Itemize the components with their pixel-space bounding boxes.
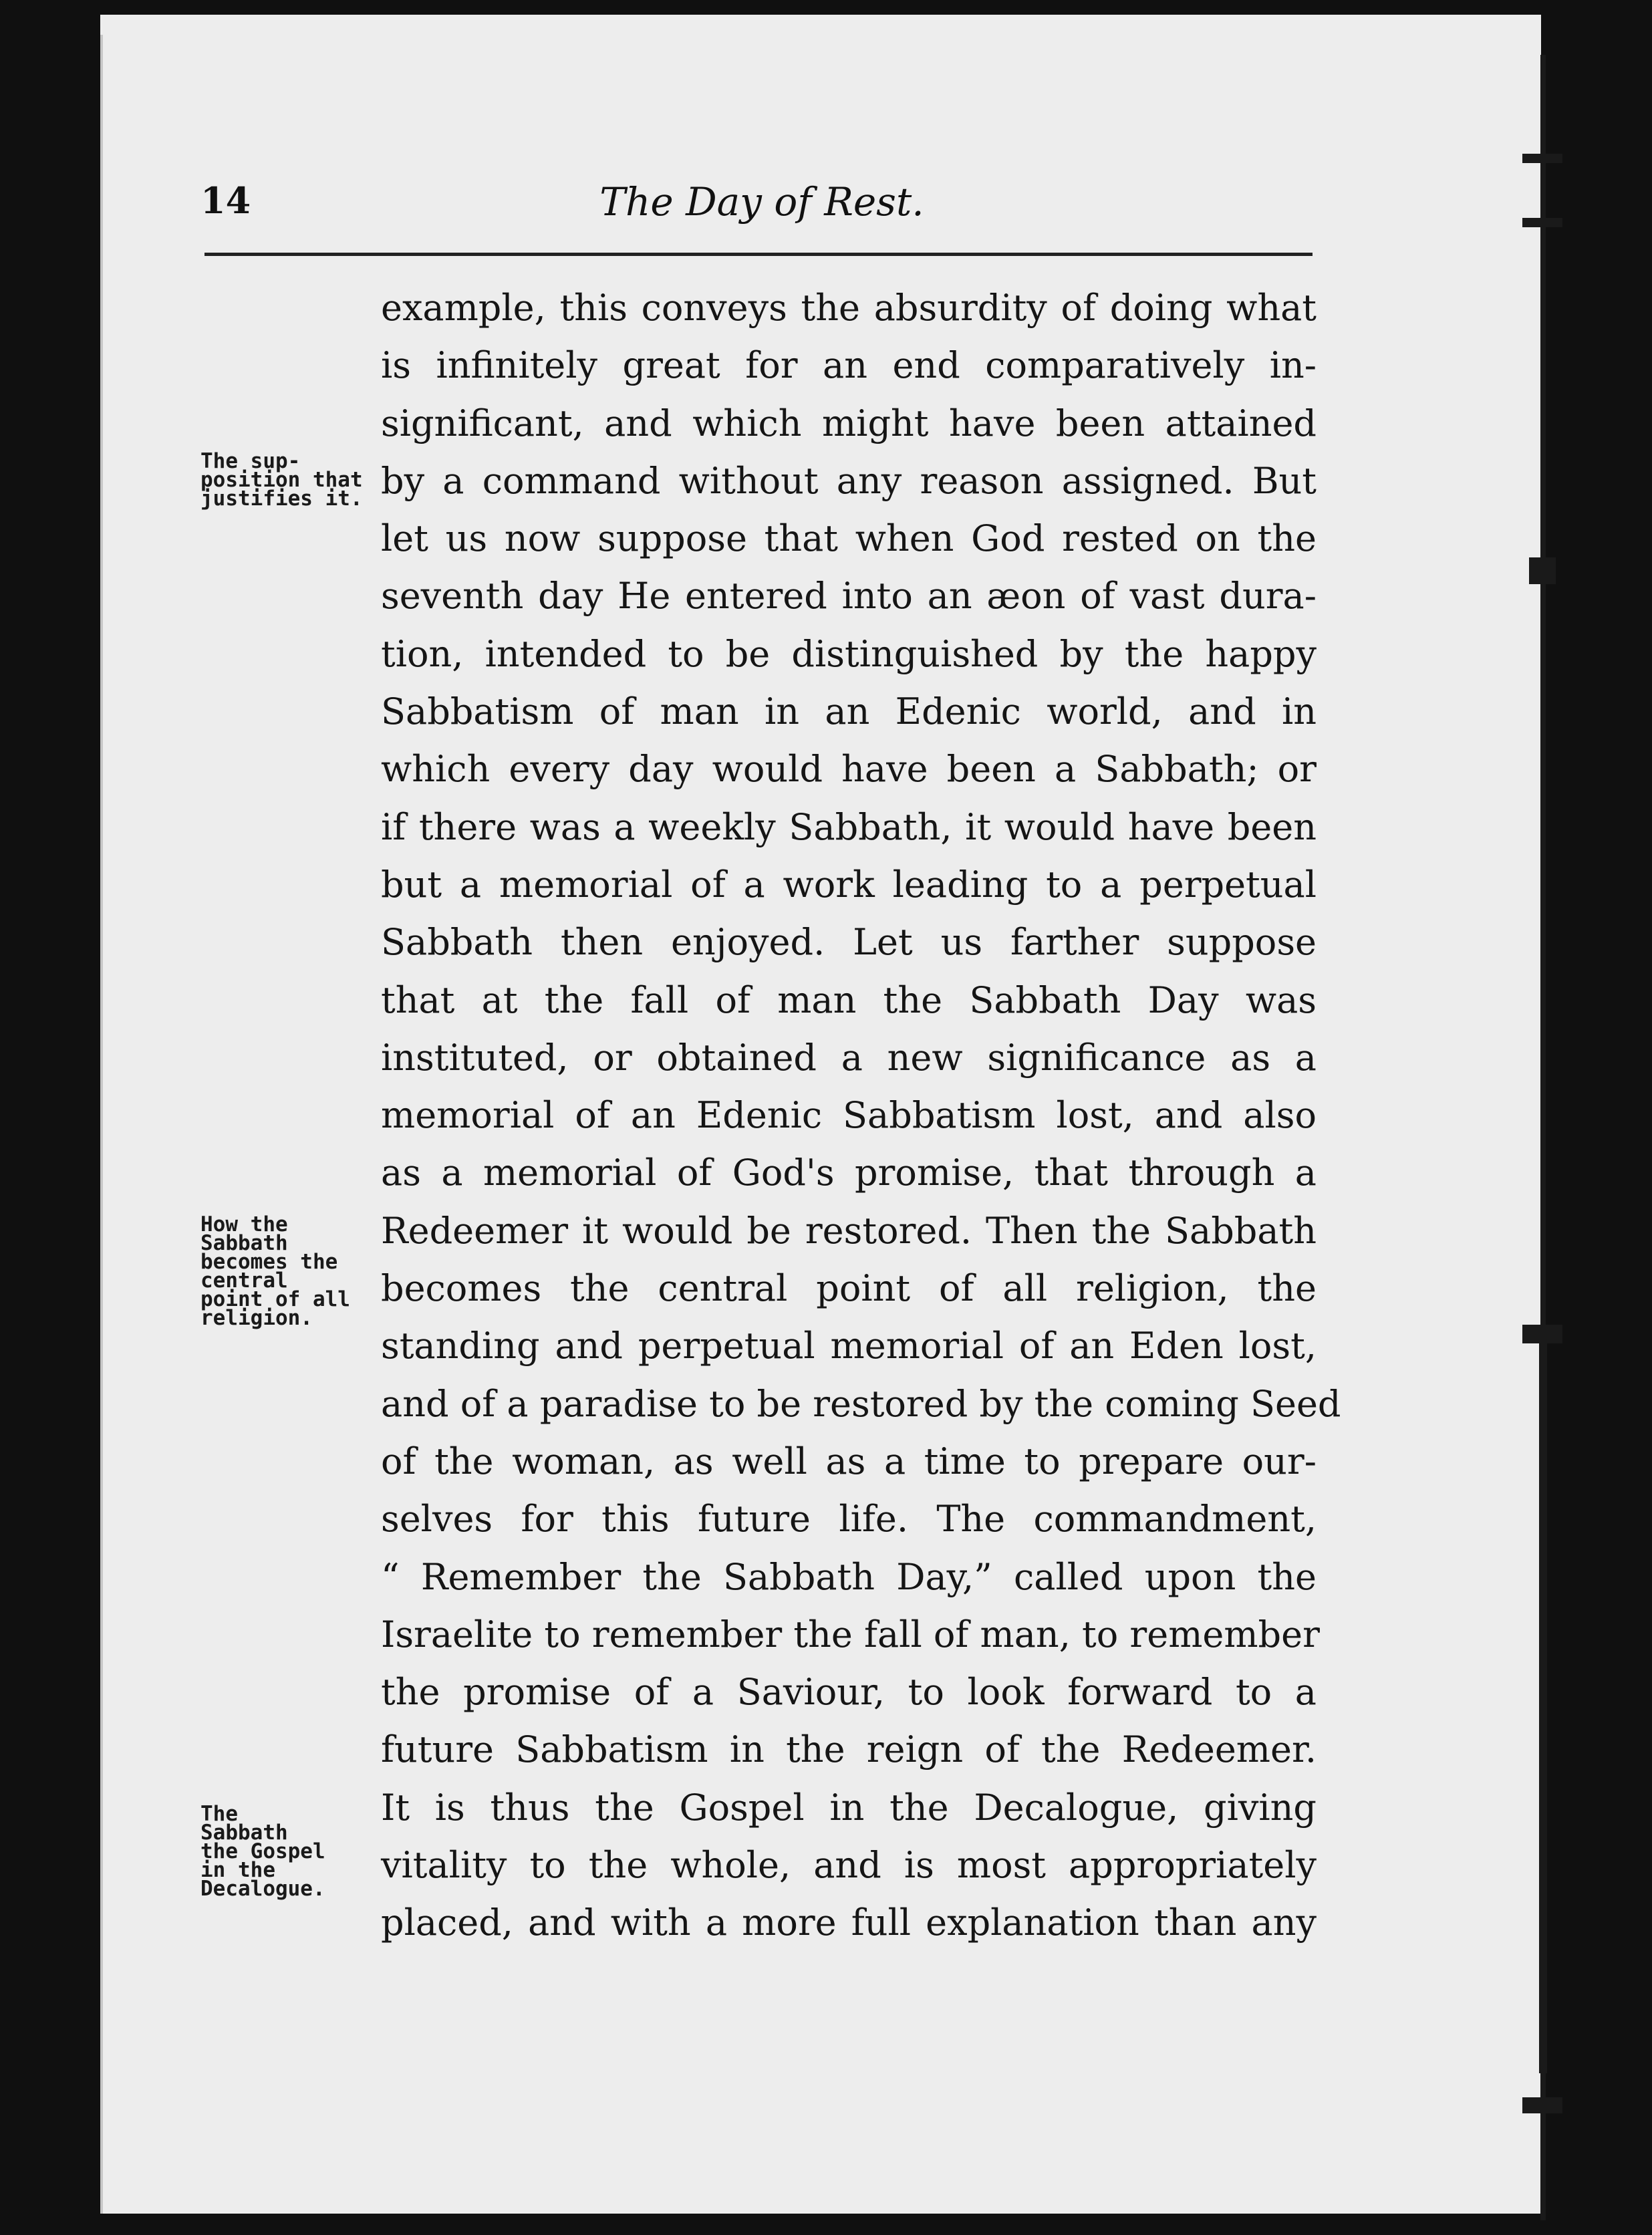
text-line: as a memorial of God's promise, that through a xyxy=(381,1152,1317,1194)
body-text xyxy=(381,279,1341,1952)
text-line: standing and perpetual memorial of an Eden lost, xyxy=(381,1325,1317,1367)
text-line: by a command without any reason assigned. But xyxy=(381,459,1317,502)
text-line: is infinitely great for an end comparatively in- xyxy=(381,344,1317,387)
binding-stitch-mark xyxy=(1522,1325,1562,1343)
text-line: Redeemer it would be restored. Then the Sabbath xyxy=(381,1209,1317,1252)
text-line: that at the fall of man the Sabbath Day was xyxy=(381,978,1317,1021)
header-rule xyxy=(204,253,1313,256)
text-line: significant, and which might have been attained xyxy=(381,402,1317,444)
text-line: the promise of a Saviour, to look forward to a xyxy=(381,1671,1317,1714)
text-line: “ Remember the Sabbath Day,” called upon the xyxy=(381,1555,1317,1598)
binding-stitch-mark xyxy=(1522,218,1562,227)
text-line: and of a paradise to be restored by the coming Seed xyxy=(381,1382,1341,1425)
margin-note-gospel-decalogue: The Sabbath the Gospel in the Decalogue. xyxy=(200,1802,325,1901)
margin-note-supposition: The sup- position that justifies it. xyxy=(200,449,363,511)
text-line: but a memorial of a work leading to a perpetual xyxy=(381,863,1317,906)
text-line: placed, and with a more full explanation than any xyxy=(381,1901,1317,1944)
page-number: 14 xyxy=(200,179,251,222)
text-line: of the woman, as well as a time to prepare our- xyxy=(381,1440,1317,1482)
text-line: future Sabbatism in the reign of the Redeemer. xyxy=(381,1728,1317,1771)
text-line: example, this conveys the absurdity of doing what xyxy=(381,287,1317,329)
text-line: which every day would have been a Sabbath; or xyxy=(381,748,1317,791)
text-line: selves for this future life. The commandment, xyxy=(381,1498,1317,1541)
text-line: It is thus the Gospel in the Decalogue, giving xyxy=(381,1786,1317,1829)
text-line: instituted, or obtained a new significance as a xyxy=(381,1036,1317,1079)
text-line: tion, intended to be distinguished by the happy xyxy=(381,632,1317,675)
text-line: Sabbatism of man in an Edenic world, and in xyxy=(381,690,1317,733)
text-line: vitality to the whole, and is most appropriately xyxy=(381,1844,1317,1887)
text-line: becomes the central point of all religion, the xyxy=(381,1267,1317,1310)
text-line: let us now suppose that when God rested on the xyxy=(381,517,1317,560)
page-header xyxy=(200,179,1323,233)
binding-stitch-mark xyxy=(1529,557,1556,584)
page-edge xyxy=(100,35,103,2214)
margin-note-central-point: How the Sabbath becomes the central point of all religion. xyxy=(200,1212,350,1330)
text-line: memorial of an Edenic Sabbatism lost, and also xyxy=(381,1094,1317,1137)
binding-stitch-mark xyxy=(1522,154,1562,163)
text-line: Israelite to remember the fall of man, to remember xyxy=(381,1613,1320,1656)
binding-gutter-line-heavy xyxy=(1539,1338,1547,2073)
text-line: seventh day He entered into an æon of vast dura- xyxy=(381,575,1317,618)
binding-stitch-mark xyxy=(1522,2097,1562,2113)
running-title: The Day of Rest. xyxy=(599,179,924,225)
text-line: if there was a weekly Sabbath, it would have been xyxy=(381,805,1317,848)
text-line: Sabbath then enjoyed. Let us farther suppose xyxy=(381,921,1317,964)
